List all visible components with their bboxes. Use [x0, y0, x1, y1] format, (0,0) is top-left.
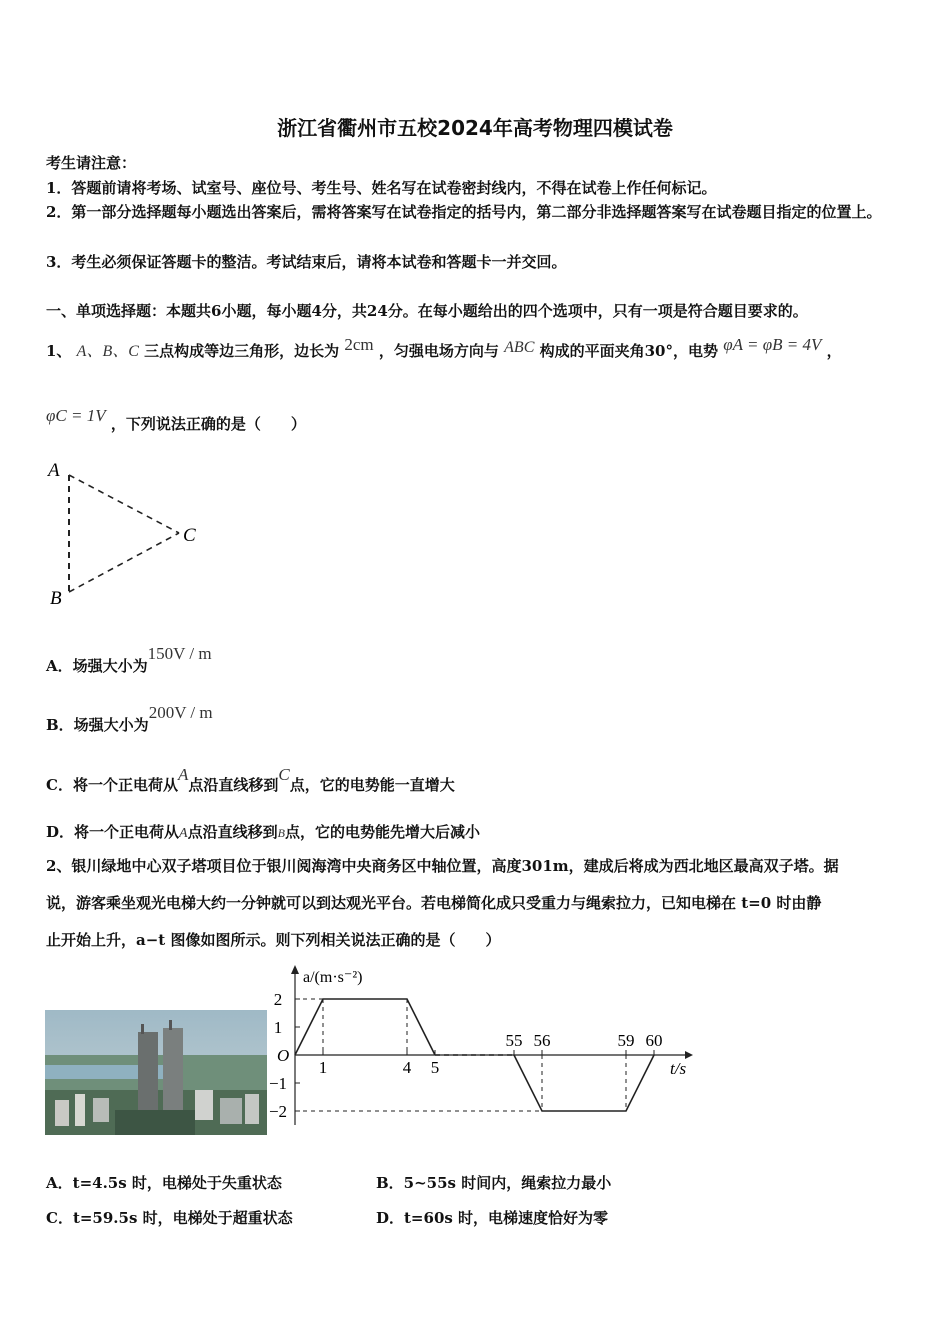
vertex-label-a: A: [48, 460, 60, 481]
q1-option-a-text: A．场强大小为: [46, 657, 148, 675]
series-segment-end: [514, 1055, 654, 1111]
t-axis-arrow: [685, 1051, 693, 1059]
series-segment-start: [295, 999, 435, 1055]
notice-heading: 考生请注意：: [46, 154, 137, 172]
notice-item-1: 1．答题前请将考场、试室号、座位号、考生号、姓名写在试卷密封线内，不得在试卷上作任何标记。: [46, 179, 717, 197]
q1-text-3: 构成的平面夹角30°，电势: [539, 342, 718, 360]
q1-option-c-point-a: A: [177, 765, 189, 784]
q1-option-d: [46, 821, 480, 842]
x-tick-label: 55: [505, 1031, 523, 1050]
q2-stem-line-2: 说，游客乘坐观光电梯大约一分钟就可以到达观光平台。若电梯简化成只受重力与绳索拉力，已知电梯在 t=0 时由静: [46, 894, 822, 912]
a-axis-arrow: [291, 965, 299, 974]
y-axis-label: a/(m·s⁻²): [303, 969, 363, 986]
page-title: 浙江省衢州市五校2024年高考物理四模试卷: [277, 116, 673, 140]
q1-side-length: 2cm: [344, 335, 374, 354]
q1-text-2: ，匀强电场方向与: [378, 342, 499, 360]
q1-text-4: ，下列说法正确的是（ ）: [110, 415, 306, 433]
notice-item-2: 2．第一部分选择题每小题选出答案后，需将答案写在试卷指定的括号内，第二部分非选择题答案写在试卷题目指定的位置上。: [46, 203, 882, 221]
q1-option-c-text: C．将一个正电荷从: [46, 776, 178, 794]
q1-option-b-text: B．场强大小为: [46, 716, 149, 734]
notice-item-3: 3．考生必须保证答题卡的整洁。考试结束后，请将本试卷和答题卡一并交回。: [46, 253, 567, 271]
twin-tower-photo: [45, 1010, 267, 1135]
x-tick-label: 1: [318, 1058, 328, 1077]
acceleration-time-chart: [265, 960, 705, 1140]
q1-stem-2: [46, 406, 306, 434]
q1-text-1: 三点构成等边三角形，边长为: [144, 342, 340, 360]
q2-option-d: D．t=60s 时，电梯速度恰好为零: [376, 1209, 609, 1227]
q2-stem-line-3: 止开始上升，a−t 图像如图所示。则下列相关说法正确的是（ ）: [46, 931, 501, 949]
x-tick-label: 56: [533, 1031, 551, 1050]
q2-option-c: C．t=59.5s 时，电梯处于超重状态: [46, 1209, 293, 1227]
y-tick-label: −1: [268, 1074, 288, 1093]
q2-option-a: A．t=4.5s 时，电梯处于失重状态: [46, 1174, 282, 1192]
q1-option-d-post: 点，它的电势能先增大后减小: [284, 823, 480, 841]
q1-option-d-text: D．将一个正电荷从: [46, 823, 180, 841]
q1-option-b-value: 200V / m: [148, 703, 213, 722]
y-tick-label: 2: [273, 990, 283, 1009]
q1-potential-c: φC = 1V: [46, 406, 106, 425]
origin-label: O: [277, 1046, 290, 1065]
q1-option-c-mid: 点沿直线移到: [188, 776, 279, 794]
q1-option-d-mid: 点沿直线移到: [187, 823, 278, 841]
triangle-figure: [40, 455, 220, 615]
q1-option-d-point-a: A: [179, 826, 188, 841]
q1-comma: ，: [826, 342, 842, 360]
q2-option-b: B．5~55s 时间内，绳索拉力最小: [376, 1174, 612, 1192]
q2-stem-line-1: 2、银川绿地中心双子塔项目位于银川阅海湾中央商务区中轴位置，高度301m，建成后将成为西北地区最高双子塔。据: [46, 857, 839, 875]
q1-option-b: [46, 703, 213, 735]
q1-option-a: [46, 644, 212, 676]
q1-plane-abc: ABC: [504, 339, 535, 356]
x-tick-label: 5: [430, 1058, 440, 1077]
q1-option-c-point-c: C: [278, 765, 290, 784]
x-axis-label: t/s: [670, 1059, 687, 1078]
section-heading: 一、单项选择题：本题共6小题，每小题4分，共24分。在每小题给出的四个选项中，只有一项是符合题目要求的。: [46, 302, 808, 320]
q1-points: A、B、C: [76, 343, 139, 360]
q1-number: 1、: [46, 342, 72, 360]
vertex-label-c: C: [183, 525, 196, 546]
q1-option-c: [46, 765, 455, 795]
x-tick-label: 4: [402, 1058, 412, 1077]
y-tick-label: −2: [268, 1102, 288, 1121]
triangle-side-bc: [69, 533, 179, 592]
y-tick-label: 1: [273, 1018, 283, 1037]
vertex-label-b: B: [50, 588, 62, 609]
q1-stem: [46, 335, 842, 361]
q1-option-d-point-b: B: [277, 826, 285, 840]
q1-option-a-value: 150V / m: [147, 644, 212, 663]
triangle-side-ac: [69, 475, 179, 533]
x-tick-label: 59: [617, 1031, 635, 1050]
q1-potential-ab: φA = φB = 4V: [723, 335, 822, 354]
x-tick-label: 60: [645, 1031, 663, 1050]
q1-option-c-post: 点，它的电势能一直增大: [289, 776, 455, 794]
